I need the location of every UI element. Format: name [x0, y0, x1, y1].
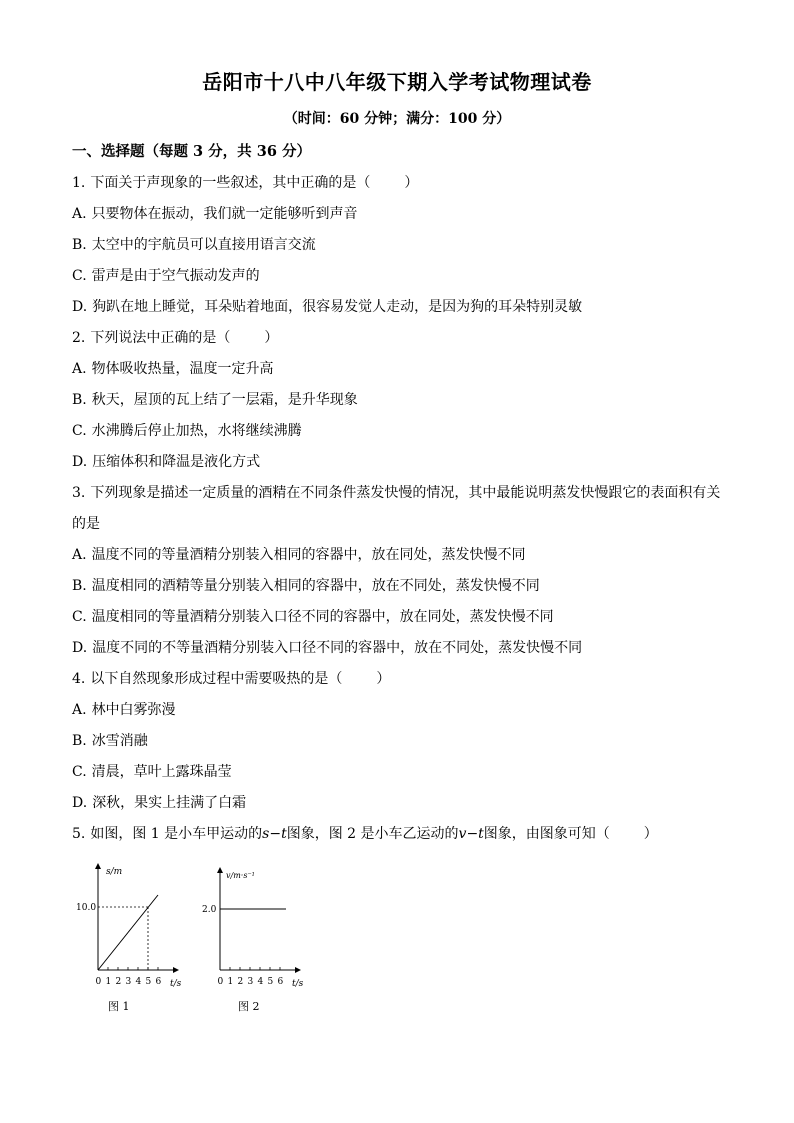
x-tick-label: 1	[227, 977, 234, 987]
fig1-mark-value: 10.0	[76, 903, 97, 913]
graph-type-1: s−t	[262, 826, 287, 842]
option-text: 温度不同的等量酒精分别装入相同的容器中，放在同处，蒸发快慢不同	[91, 547, 526, 563]
question-list	[72, 168, 732, 850]
option-letter: D.	[72, 454, 88, 470]
option-text: 水沸腾后停止加热，水将继续沸腾	[91, 423, 302, 439]
option-text: 太空中的宇航员可以直接用语言交流	[91, 237, 316, 253]
option-3d[interactable]	[72, 633, 732, 664]
x-tick-label: 2	[237, 977, 244, 987]
fig2-xlabel: t/s	[292, 979, 304, 989]
x-tick-label: 5	[145, 977, 152, 987]
option-letter: B.	[72, 392, 87, 408]
question-close: ）	[264, 330, 279, 346]
question-3-continued: 的是	[72, 516, 100, 532]
question-stem: 以下自然现象形成过程中需要吸热的是（	[90, 671, 343, 687]
question-number: 4.	[72, 671, 86, 687]
option-1b[interactable]	[72, 230, 732, 261]
section-heading: 一、选择题（每题 3 分，共 36 分）	[72, 143, 311, 160]
question-3	[72, 478, 732, 509]
x-tick-label: 0	[217, 977, 224, 987]
figure-1	[76, 864, 182, 1013]
x-tick-label: 1	[105, 977, 112, 987]
option-4a[interactable]	[72, 695, 732, 726]
option-2d[interactable]	[72, 447, 732, 478]
option-letter: B.	[72, 237, 87, 253]
question-number: 2.	[72, 330, 86, 346]
fig1-caption: 图 1	[108, 1000, 130, 1013]
option-letter: B.	[72, 733, 87, 749]
question-stem-part2: 图象，图 2 是小车乙运动的	[286, 826, 459, 842]
option-4c[interactable]	[72, 757, 732, 788]
x-tick-label: 3	[125, 977, 132, 987]
question-stem: 下面关于声现象的一些叙述，其中正确的是（	[90, 175, 371, 191]
figures-svg	[76, 858, 326, 1018]
option-letter: C.	[72, 268, 87, 284]
option-text: 只要物体在振动，我们就一定能够听到声音	[91, 206, 358, 222]
question-stem-part3: 图象，由图象可知（	[483, 826, 610, 842]
question-1	[72, 168, 732, 199]
option-text: 狗趴在地上睡觉，耳朵贴着地面，很容易发觉人走动，是因为狗的耳朵特别灵敏	[92, 299, 583, 315]
option-letter: A.	[72, 547, 87, 563]
option-4b[interactable]	[72, 726, 732, 757]
question-stem: 下列现象是描述一定质量的酒精在不同条件蒸发快慢的情况，其中最能说明蒸发快慢跟它的表面积有关	[90, 485, 721, 501]
option-letter: A.	[72, 206, 87, 222]
option-2c[interactable]	[72, 416, 732, 447]
option-4d[interactable]	[72, 788, 732, 819]
option-letter: C.	[72, 609, 87, 625]
fig2-ylabel: v/m·s⁻¹	[226, 871, 255, 880]
exam-title: 岳阳市十八中八年级下期入学考试物理试卷	[202, 70, 592, 94]
fig1-xlabel: t/s	[170, 979, 182, 989]
option-3b[interactable]	[72, 571, 732, 602]
option-1a[interactable]	[72, 199, 732, 230]
question-number: 5.	[72, 826, 86, 842]
question-5	[72, 819, 732, 850]
x-tick-label: 2	[115, 977, 122, 987]
x-tick-label: 6	[277, 977, 284, 987]
question-4	[72, 664, 732, 695]
option-2a[interactable]	[72, 354, 732, 385]
option-text: 林中白雾弥漫	[91, 702, 176, 718]
option-1c[interactable]	[72, 261, 732, 292]
option-letter: A.	[72, 361, 87, 377]
option-letter: B.	[72, 578, 87, 594]
question-close: ）	[643, 826, 658, 842]
option-2b[interactable]	[72, 385, 732, 416]
x-tick-label: 5	[267, 977, 274, 987]
option-text: 物体吸收热量，温度一定升高	[91, 361, 274, 377]
option-letter: A.	[72, 702, 87, 718]
graph-type-2: v−t	[458, 826, 484, 842]
option-3a[interactable]	[72, 540, 732, 571]
option-text: 深秋，果实上挂满了白霜	[92, 795, 247, 811]
option-letter: D.	[72, 299, 88, 315]
question-close: ）	[376, 671, 391, 687]
x-tick-label: 0	[95, 977, 102, 987]
option-3c[interactable]	[72, 602, 732, 633]
option-letter: D.	[72, 795, 88, 811]
option-text: 雷声是由于空气振动发声的	[91, 268, 260, 284]
question-close: ）	[404, 175, 419, 191]
fig2-caption: 图 2	[238, 1000, 260, 1013]
figure-2	[202, 868, 304, 1013]
question-stem: 下列说法中正确的是（	[90, 330, 231, 346]
fig2-mark-value: 2.0	[202, 905, 217, 915]
question-2	[72, 323, 732, 354]
option-text: 温度不同的不等量酒精分别装入口径不同的容器中，放在不同处，蒸发快慢不同	[92, 640, 583, 656]
option-text: 秋天，屋顶的瓦上结了一层霜，是升华现象	[91, 392, 358, 408]
option-text: 温度相同的等量酒精分别装入口径不同的容器中，放在同处，蒸发快慢不同	[91, 609, 554, 625]
option-text: 温度相同的酒精等量分别装入相同的容器中，放在不同处，蒸发快慢不同	[91, 578, 540, 594]
x-tick-label: 6	[155, 977, 162, 987]
question-stem-part1: 如图，图 1 是小车甲运动的	[90, 826, 263, 842]
option-1d[interactable]	[72, 292, 732, 323]
question-number: 3.	[72, 485, 86, 501]
option-text: 清晨，草叶上露珠晶莹	[91, 764, 232, 780]
option-letter: D.	[72, 640, 88, 656]
option-text: 压缩体积和降温是液化方式	[92, 454, 261, 470]
x-tick-label: 4	[257, 977, 264, 987]
option-text: 冰雪消融	[91, 733, 148, 749]
fig1-ylabel: s/m	[106, 867, 123, 877]
option-letter: C.	[72, 423, 87, 439]
question-5-figures	[76, 858, 326, 1018]
fig1-data-line	[98, 895, 158, 970]
option-letter: C.	[72, 764, 87, 780]
exam-subtitle: （时间：60 分钟；满分：100 分）	[283, 111, 511, 127]
x-tick-label: 3	[247, 977, 254, 987]
x-tick-label: 4	[135, 977, 142, 987]
question-number: 1.	[72, 175, 86, 191]
